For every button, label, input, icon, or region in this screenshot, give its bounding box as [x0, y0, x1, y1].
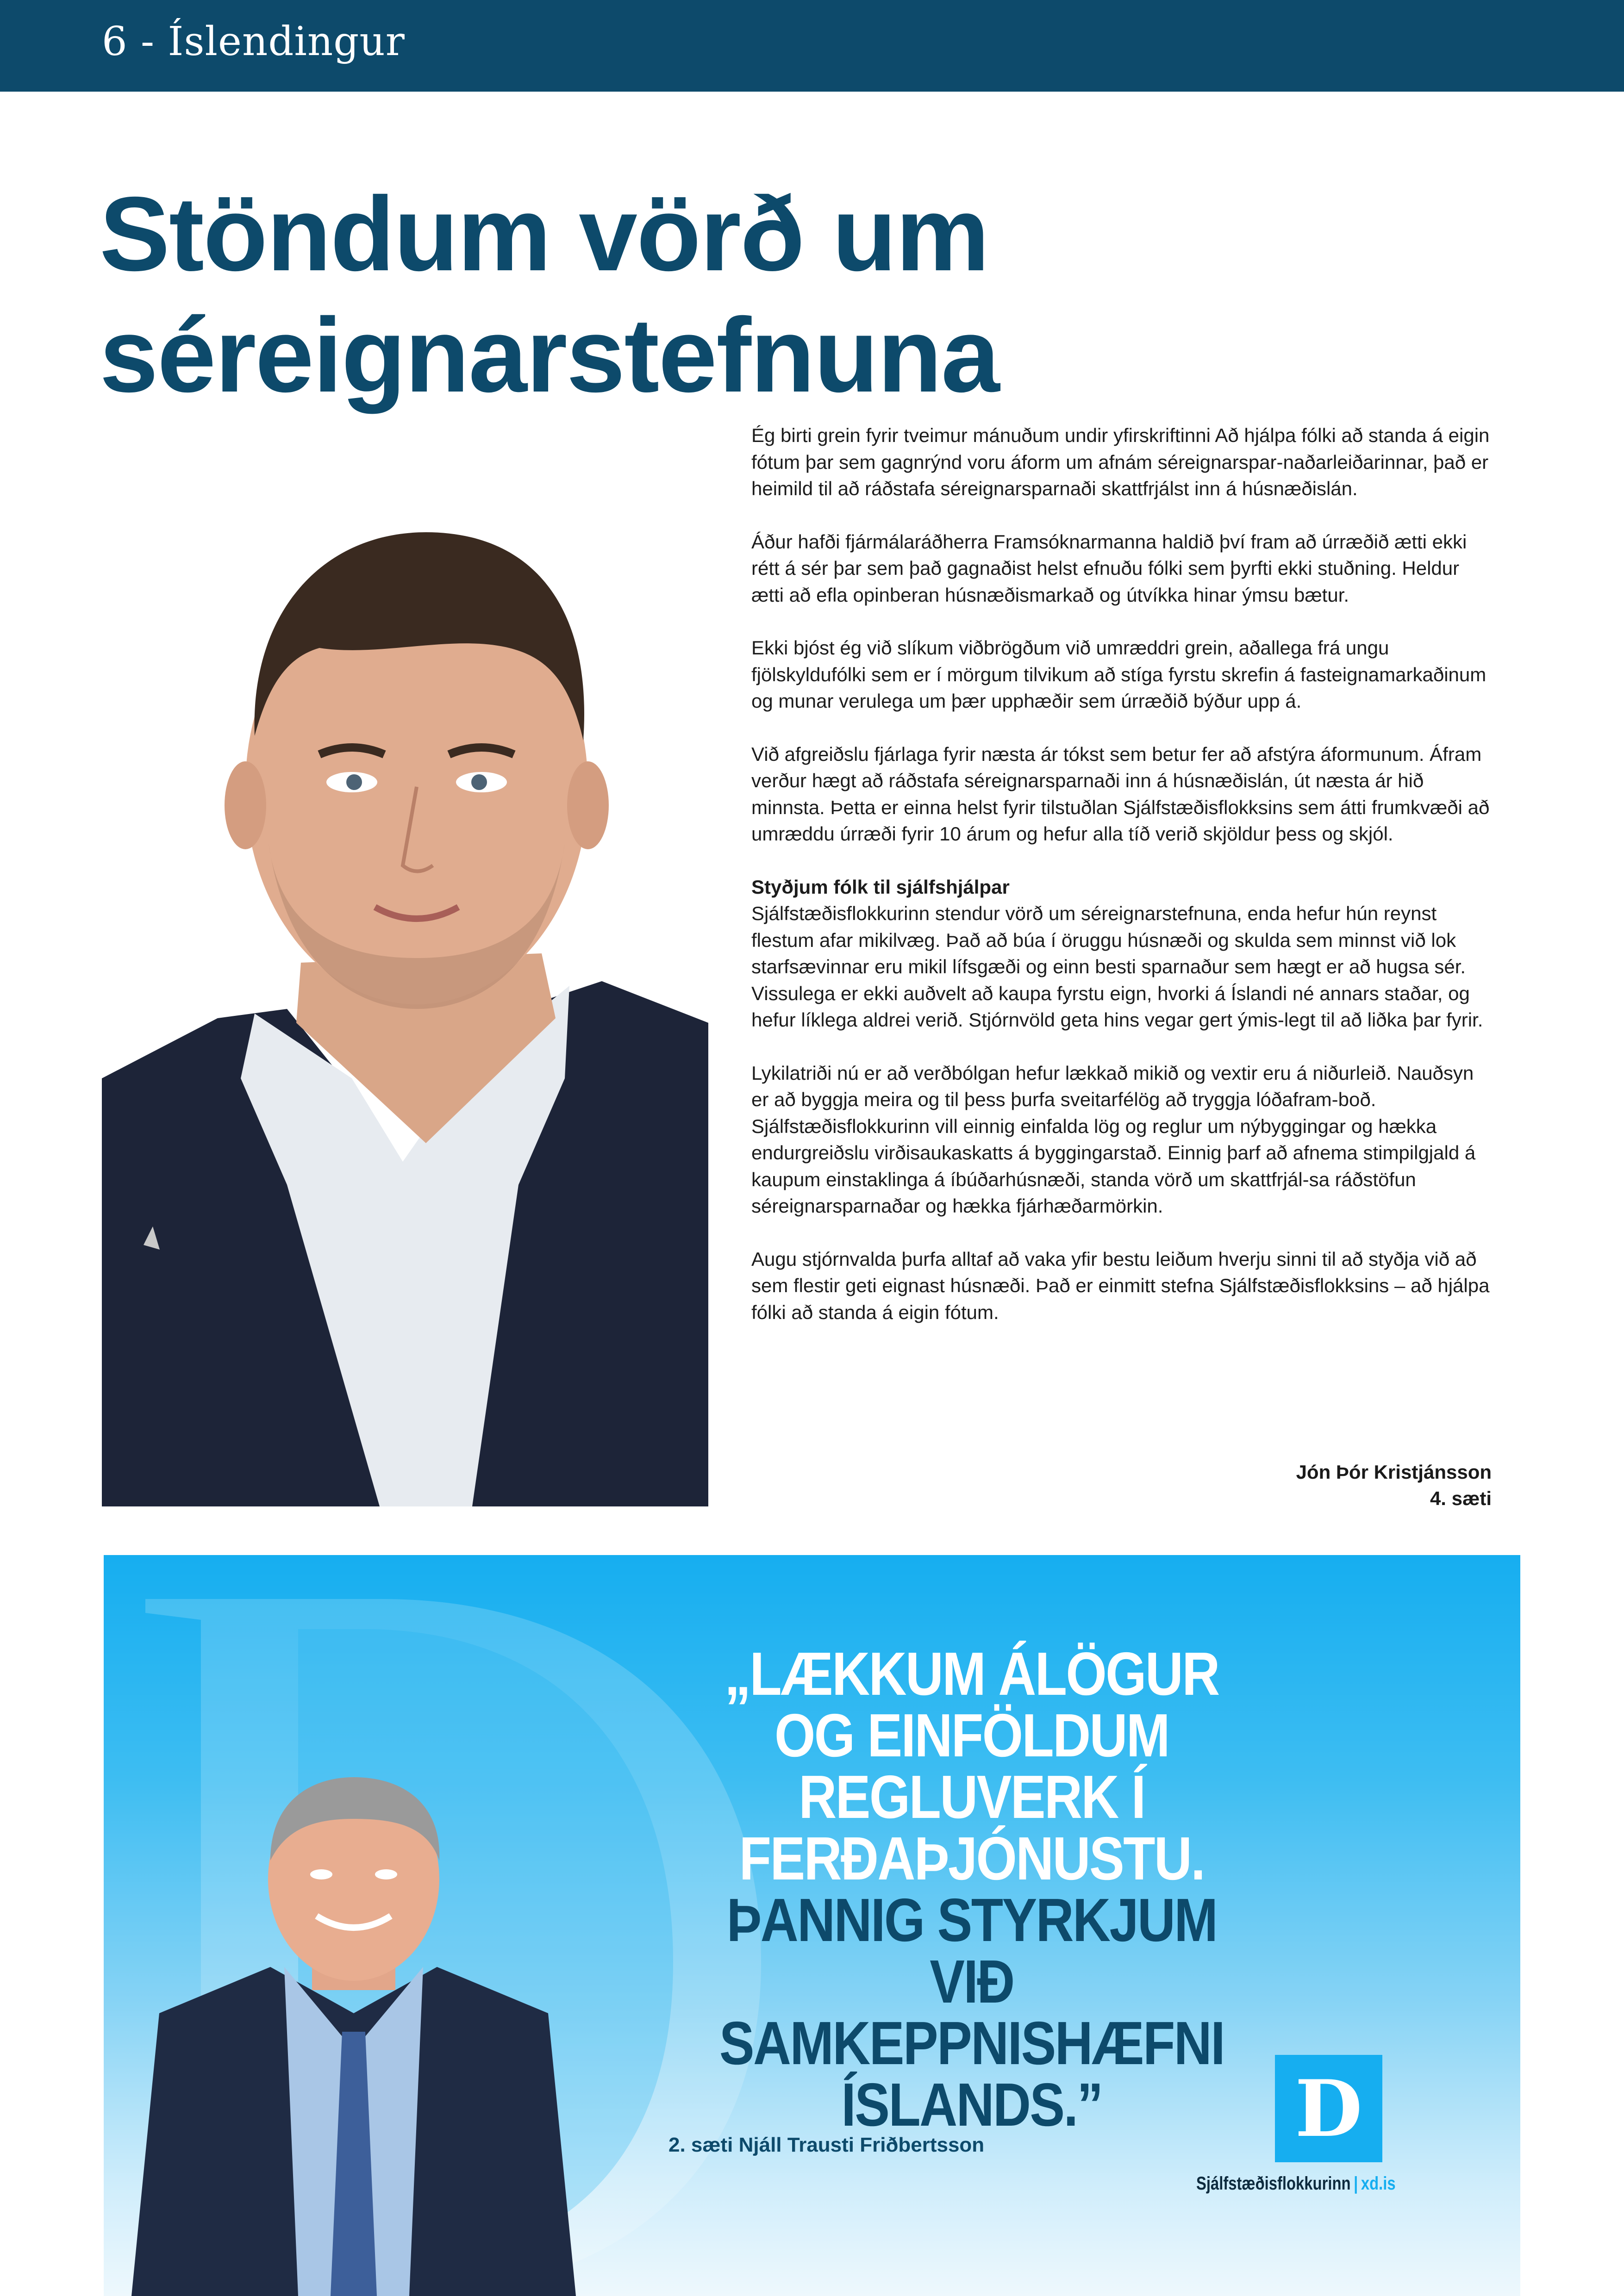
author-signature	[1111, 1459, 1492, 1512]
article-headline	[100, 174, 1211, 416]
party-name: Sjálfstæðisflokkurinn	[1196, 2173, 1351, 2194]
ad-quote	[683, 1640, 1261, 2139]
article-paragraph: Ekki bjóst ég við slíkum viðbrögðum við umræddri grein, aðallega frá ungu fjölskyldufólki sem er í mörgum tilvikum að stíga fyrstu skrefin á fasteignamarkaðinum og munar verulega um þær upphæðir sem úrræðið býður upp á.	[751, 637, 1487, 712]
campaign-advertisement	[104, 1555, 1520, 2296]
quote-line: ÞANNIG STYRKJUM VIÐ	[726, 1886, 1217, 2016]
quote-line: FERÐAÞJÓNUSTU.	[739, 1824, 1205, 1892]
party-logo-letter: D	[1295, 2063, 1362, 2154]
page-header-bar	[0, 0, 1624, 92]
author-position: 4. sæti	[1430, 1487, 1492, 1509]
article-paragraph: Áður hafði fjármálaráðherra Framsóknarmanna haldið því fram að úrræðið ætti ekki rétt á sér þar sem það gagnaðist helst efnuðu fólki sem þyrfti ekki stuðning. Heldur ætti að efla opinberan húsnæðismarkað og útvíkka hinar ýmsu bætur.	[751, 530, 1467, 606]
quote-line: OG EINFÖLDUM	[775, 1701, 1169, 1769]
quote-line: SAMKEPPNISHÆFNI	[719, 2009, 1224, 2077]
party-signature	[1196, 2173, 1396, 2194]
article-paragraph: Augu stjórnvalda þurfa alltaf að vaka yfir bestu leiðum hverju sinni til að styðja við að sem flestir geti eignast húsnæði. Það er einmitt stefna Sjálfstæðisflokksins – að hjálpa fólki að standa á eigin fótum.	[751, 1248, 1490, 1323]
headline-line-1: Stöndum vörð um	[100, 175, 989, 293]
separator: |	[1354, 2173, 1358, 2194]
article-paragraph: Sjálfstæðisflokkurinn stendur vörð um séreignarstefnuna, enda hefur hún reynst flestum afar mikilvæg. Það að búa í öruggu húsnæði og skulda sem minnst við lok starfsævinnar eru mikil lífsgæði og einn besti sparnaður sem hægt er að hugsa sér. Vissulega er ekki auðvelt að kaupa fyrstu eign, hvorki á Íslandi né annars staðar, og hefur líklega aldrei verið. Stjórnvöld geta hins vegar gert ýmis-legt til að liðka þar fyrir.	[751, 902, 1483, 1031]
party-url: xd.is	[1361, 2173, 1396, 2194]
ad-caption: 2. sæti Njáll Trausti Friðbertsson	[668, 2134, 985, 2156]
article-subheading: Styðjum fólk til sjálfshjálpar	[751, 876, 1010, 898]
headline-line-2: séreignarstefnuna	[100, 297, 999, 414]
article-section	[751, 874, 1492, 1033]
article-paragraph: Lykilatriði nú er að verðbólgan hefur lækkað mikið og vextir eru á niðurleið. Nauðsyn er að byggja meira og til þess þurfa sveitarfélög að tryggja lóðafram-boð. Sjálfstæðisflokkurinn vill einnig einfalda lög og reglur um nýbyggingar og hækka endurgreiðslu virðisaukaskatts á byggingarstað. Einnig þarf að afnema stimpilgjald á kaupum einstaklinga á íbúðarhúsnæði, standa vörð um skattfrjál-sa ráðstöfun séreignarsparnaðar og hækka fjárhæðarmörkin.	[751, 1062, 1476, 1217]
quote-line: ÍSLANDS.”	[841, 2071, 1102, 2139]
article-body	[751, 422, 1492, 1352]
article-paragraph: Við afgreiðslu fjárlaga fyrir næsta ár tókst sem betur fer að afstýra áformunum. Áfram verður hægt að ráðstafa séreignarsparnaði inn á húsnæðislán, út næsta ár hið minnsta. Þetta er einna helst fyrir tilstuðlan Sjálfstæðisflokksins sem átti frumkvæði að umræddu úrræði fyrir 10 árum og hefur alla tíð verið skjöldur þess og skjól.	[751, 743, 1490, 845]
party-logo	[1275, 2055, 1382, 2162]
candidate-photo	[131, 1773, 576, 2296]
article-paragraph: Ég birti grein fyrir tveimur mánuðum undir yfirskriftinni Að hjálpa fólki að standa á eigin fótum þar sem gagnrýnd voru áform um afnám séreignarspar-naðarleiðarinnar, það er heimild til að ráðstafa séreignarsparnaði skattfrjálst inn á húsnæðislán.	[751, 424, 1490, 499]
quote-line: REGLUVERK Í	[799, 1763, 1145, 1831]
author-portrait-photo	[102, 463, 708, 1506]
quote-line: „LÆKKUM ÁLÖGUR	[725, 1640, 1219, 1708]
page-label: 6 - Íslendingur	[102, 19, 405, 65]
author-name: Jón Þór Kristjánsson	[1296, 1461, 1492, 1483]
